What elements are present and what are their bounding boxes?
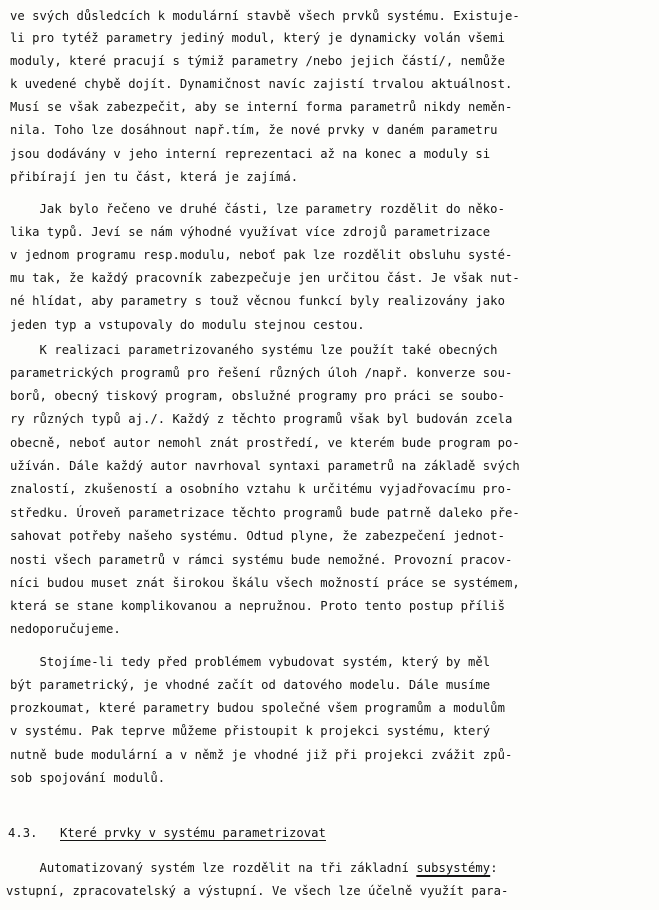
text-line: v jednom programu resp.modulu, neboť pak lze rozdělit obsluhu systé- <box>10 248 513 262</box>
section-title: Které prvky v systému parametrizovat <box>60 826 326 840</box>
text-line: užíván. Dále každý autor navrhoval syntaxi parametrů na základě svých <box>10 459 520 473</box>
text-line: nedoporučujeme. <box>10 622 121 636</box>
text-line: Stojíme-li tedy před problémem vybudovat systém, který by měl <box>10 655 491 669</box>
text-line: v systému. Pak teprve můžeme přistoupit k projekci systému, který <box>10 724 491 738</box>
text-line: borů, obecný tiskový program, obslužné programy pro práci se soubo- <box>10 389 505 403</box>
text-line: K realizaci parametrizovaného systému lze použít také obecných <box>10 343 498 357</box>
text-line: níci budou muset znát širokou škálu všech možností práce se systémem, <box>10 576 520 590</box>
text-line: Jak bylo řečeno ve druhé části, lze parametry rozdělit do něko- <box>10 202 505 216</box>
text-segment: Automatizovaný systém lze rozdělit na tři základní <box>10 861 417 875</box>
text-line: středku. Úroveň parametrizace těchto programů bude patrně daleko pře- <box>10 506 520 520</box>
text-line: která se stane komplikovanou a nepružnou. Proto tento postup příliš <box>10 599 505 613</box>
text-line: nutně bude modulární a v němž je vhodné již při projekci zvážit způ- <box>10 748 513 762</box>
text-line: nila. Toho lze dosáhnout např.tím, že nové prvky v daném parametru <box>10 123 498 137</box>
text-line: jsou dodávány v jeho interní reprezentaci až na konec a moduly si <box>10 147 491 161</box>
text-line: né hlídat, aby parametry s touž věcnou funkcí byly realizovány jako <box>10 294 505 308</box>
text-line: parametrických programů pro řešení různých úloh /např. konverze sou- <box>10 366 513 380</box>
text-line: sahovat potřeby našeho systému. Odtud plyne, že zabezpečení jednot- <box>10 529 505 543</box>
text-line: jeden typ a vstupovaly do modulu stejnou cestou. <box>10 318 365 332</box>
text-line <box>10 861 498 875</box>
text-line: sob spojování modulů. <box>10 771 166 785</box>
text-line: přibírají jen tu část, která je zajímá. <box>10 170 299 184</box>
text-line: znalostí, zkušeností a osobního vztahu k určitému vyjadřovacímu pro- <box>10 482 513 496</box>
text-line: být parametrický, je vhodné začít od datového modelu. Dále musíme <box>10 678 491 692</box>
text-line: ve svých důsledcích k modulární stavbě všech prvků systému. Existuje- <box>10 9 520 23</box>
text-line: moduly, které pracují s týmiž parametry /nebo jejich částí/, nemůže <box>10 54 505 68</box>
text-segment: : <box>490 861 498 875</box>
text-line: li pro tytéž parametry jediný modul, který je dynamicky volán všemi <box>10 31 505 45</box>
text-line: Musí se však zabezpečit, aby se interní forma parametrů nikdy neměn- <box>10 100 513 114</box>
text-line: prozkoumat, které parametry budou společné všem programům a modulům <box>10 701 505 715</box>
text-line: obecně, neboť autor nemohl znát prostředí, ve kterém bude program po- <box>10 436 520 450</box>
underlined-term: subsystémy <box>416 861 491 875</box>
text-line: k uvedené chybě dojít. Dynamičnost navíc zajistí trvalou aktuálnost. <box>10 77 513 91</box>
text-line: vstupní, zpracovatelský a výstupní. Ve všech lze účelně využít para- <box>6 884 509 898</box>
section-number: 4.3. <box>8 826 38 840</box>
text-line: nosti všech parametrů v rámci systému bude nemožné. Provozní pracov- <box>10 553 513 567</box>
text-line: mu tak, že každý pracovník zabezpečuje jen určitou část. Je však nut- <box>10 271 520 285</box>
text-line: ry různých typů aj./. Každý z těchto programů však byl budován zcela <box>10 412 513 426</box>
text-line: lika typů. Jeví se nám výhodné využívat více zdrojů parametrizace <box>10 225 491 239</box>
